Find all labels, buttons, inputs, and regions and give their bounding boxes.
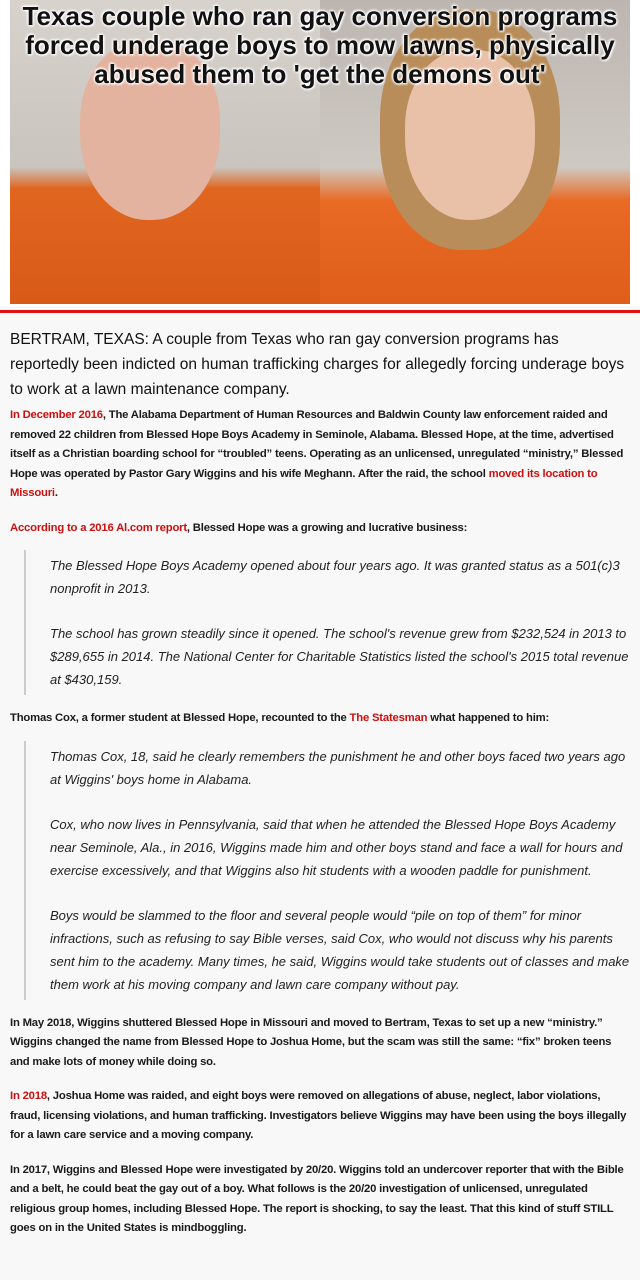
link-alcom-report[interactable]: According to a 2016 Al.com report xyxy=(10,521,187,534)
quote-paragraph: The Blessed Hope Boys Academy opened about four years ago. It was granted status as a 501(c)3 nonprofit in 2013. xyxy=(50,558,620,596)
text: , Joshua Home was raided, and eight boys were removed on allegations of abuse, neglect, labor violations, fraud, licensing violations, and human trafficking. Investigators believe Wiggins may have been using the boys illegally for a lawn care service and a moving company. xyxy=(10,1090,627,1141)
link-in-2018[interactable]: In 2018 xyxy=(10,1090,47,1102)
photo-header xyxy=(0,0,640,306)
text: In 2017, Wiggins and Blessed Hope were investigated by 20/20. Wiggins told an undercover reporter that with the Bible and a belt, he could beat the gay out of a boy. What follows is the 20/20 investigation of unlicensed, unregulated religious group homes, including Blessed Hope. The report is shocking, to say the least. That this kind of stuff xyxy=(10,1163,624,1215)
text: what happened to him: xyxy=(427,712,550,724)
blockquote-alcom xyxy=(24,550,630,695)
paragraph-thomas-cox xyxy=(10,709,630,729)
paragraph-2017-2020 xyxy=(10,1161,630,1239)
quote-paragraph: The school has grown steadily since it opened. The school's revenue grew from $232,524 in 2013 to $289,655 in 2014. The National Center for Charitable Statistics listed the school's 2015 total revenue at $430,159. xyxy=(50,626,629,687)
quote-paragraph: Boys would be slammed to the floor and several people would “pile on top of them” for minor infractions, such as refusing to say Bible verses, said Cox, who would not discuss why his parents sent him to the academy. Many times, he said, Wiggins would take students out of classes and make them work at his moving company and lawn care company without pay. xyxy=(50,907,630,992)
quote-paragraph: Thomas Cox, 18, said he clearly remembers the punishment he and other boys faced two years ago at Wiggins' boys home in Alabama. xyxy=(50,748,626,787)
paragraph-may-2018: In May 2018, Wiggins shuttered Blessed Hope in Missouri and moved to Bertram, Texas to set up a new “ministry.” Wiggins changed the name from Blessed Hope to Joshua Home, but the scam was still the same: “fix” broken teens and make lots of money while doing so. xyxy=(10,1016,612,1068)
blockquote-statesman xyxy=(24,741,630,1000)
link-moved-missouri[interactable]: moved its location to Missouri xyxy=(10,467,598,499)
link-the-statesman[interactable]: The Statesman xyxy=(349,712,428,724)
paragraph-2018-raid xyxy=(10,1087,630,1146)
link-december-2016[interactable]: In December 2016 xyxy=(10,409,103,421)
text: , The Alabama Department of Human Resources and Baldwin County law enforcement raided and removed 22 children from Blessed Hope Boys Academy in Seminole, Alabama. Blessed Hope, at the time, advertised itself as a Christian boarding school for “troubled” teens. Operating as an unlicensed, unregulated “ministry,” Blessed Hope was operated by Pastor Gary Wiggins and his wife Meghann. After the raid, the school xyxy=(10,409,624,480)
emphasis-still: STILL xyxy=(583,1202,614,1215)
text: Thomas Cox, a former student at Blessed Hope, recounted to the xyxy=(10,712,350,724)
text: . xyxy=(54,487,58,499)
paragraph-december-2016 xyxy=(10,406,630,504)
lead-paragraph: BERTRAM, TEXAS: A couple from Texas who ran gay conversion programs has reportedly been indicted on human trafficking charges for allegedly forcing underage boys to work at a lawn maintenance company. xyxy=(10,331,625,398)
paragraph-alcom xyxy=(10,519,630,539)
text: goes on in the United States is mindboggling. xyxy=(10,1222,247,1234)
quote-paragraph: Cox, who now lives in Pennsylvania, said that when he attended the Blessed Hope Boys Academy near Seminole, Ala., in 2016, Wiggins made him and other boys stand and face a wall for hours and exercise excessively, and that Wiggins also hit students with a wooden paddle for punishment. xyxy=(50,816,623,878)
article-body xyxy=(0,313,640,1239)
text: , Blessed Hope was a growing and lucrative business: xyxy=(186,521,468,534)
headline: Texas couple who ran gay conversion programs forced underage boys to mow lawns, physically abused them to 'get the demons out' xyxy=(22,1,618,89)
